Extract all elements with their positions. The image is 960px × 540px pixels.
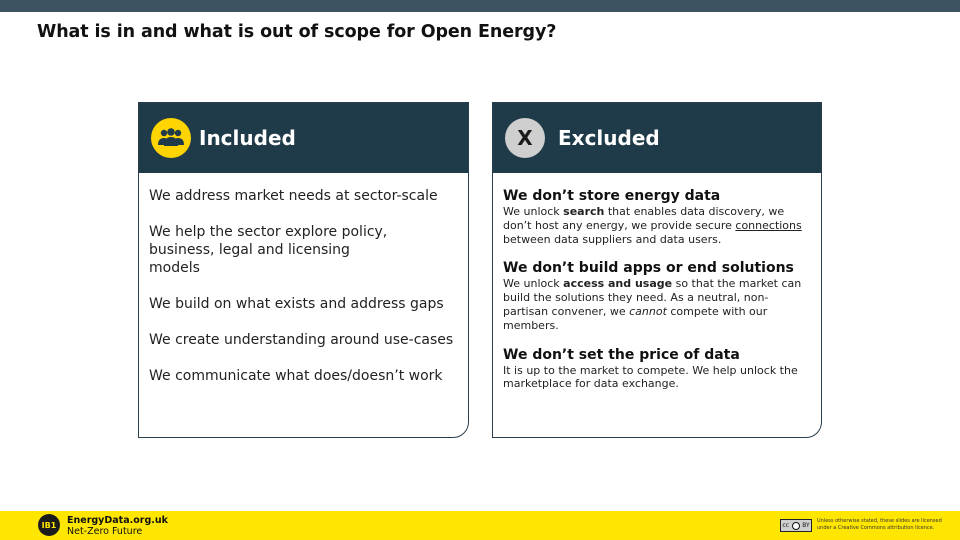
cc-label: cc bbox=[782, 522, 789, 529]
excluded-section-title: We don’t build apps or end solutions bbox=[503, 260, 794, 277]
included-item: We create understanding around use-cases bbox=[149, 332, 454, 348]
excluded-heading: Excluded bbox=[558, 126, 660, 150]
excluded-section-text: We unlock search that enables data discovery, we don’t host any energy, we provide secure connections between data suppliers and data users. bbox=[503, 205, 802, 246]
included-heading: Included bbox=[199, 126, 296, 150]
included-item: We build on what exists and address gaps bbox=[149, 296, 444, 312]
slide-title: What is in and what is out of scope for Open Energy? bbox=[37, 22, 557, 42]
excluded-section-title: We don’t set the price of data bbox=[503, 346, 740, 363]
included-item: We address market needs at sector-scale bbox=[149, 188, 438, 204]
footer-site-name: EnergyData.org.uk bbox=[67, 515, 168, 526]
footer-tagline: Net-Zero Future bbox=[67, 526, 143, 537]
people-group-icon bbox=[151, 118, 191, 158]
excluded-card bbox=[492, 102, 822, 438]
by-label: BY bbox=[802, 522, 810, 529]
excluded-section bbox=[503, 346, 811, 392]
included-card-header bbox=[139, 103, 468, 173]
included-item: We help the sector explore policy, business, legal and licensing models bbox=[149, 224, 388, 276]
x-mark-icon: X bbox=[505, 118, 545, 158]
excluded-section-text: It is up to the market to compete. We help unlock the marketplace for data exchange. bbox=[503, 363, 798, 391]
licence-note: Unless otherwise stated, these slides are licensed under a Creative Commons attribution licence. bbox=[817, 518, 942, 531]
excluded-card-header bbox=[493, 103, 821, 173]
top-accent-bar bbox=[0, 0, 960, 12]
ib1-logo: IB1 bbox=[38, 514, 60, 536]
included-item: We communicate what does/doesn’t work bbox=[149, 368, 443, 384]
excluded-section bbox=[503, 259, 811, 332]
excluded-section bbox=[503, 187, 811, 246]
excluded-section-text: We unlock access and usage so that the market can build the solutions they need. As a neutral, non-partisan convener, we cannot compete with our members. bbox=[503, 277, 802, 332]
attribution-icon bbox=[792, 522, 800, 530]
included-list bbox=[139, 173, 468, 385]
footer-bar bbox=[0, 511, 960, 540]
creative-commons-badge bbox=[780, 519, 812, 532]
excluded-body bbox=[493, 173, 821, 391]
included-card bbox=[138, 102, 469, 438]
excluded-section-title: We don’t store energy data bbox=[503, 188, 721, 204]
